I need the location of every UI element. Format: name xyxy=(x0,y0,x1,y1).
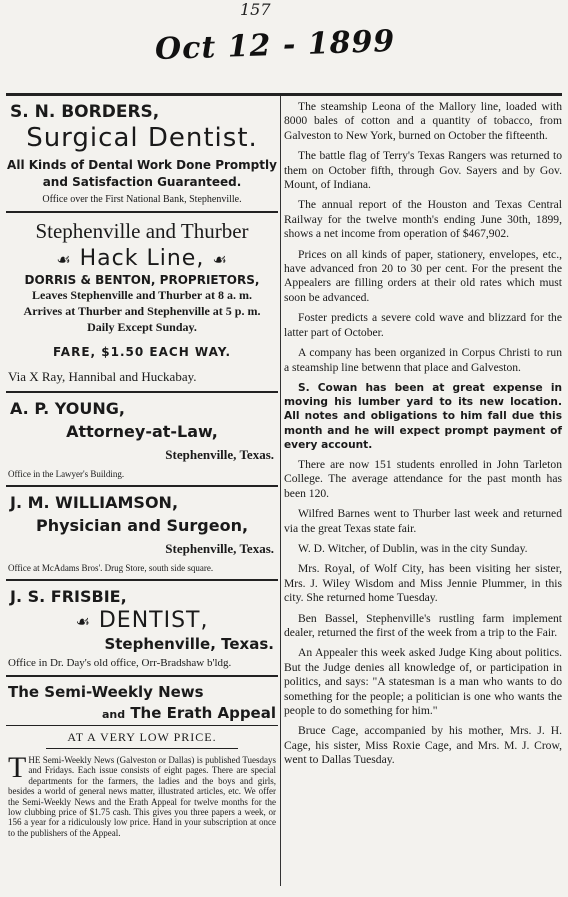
news-item: An Appealer this week asked Judge King about politics. But the Judge denies all knowledge of, or participation in politics, and says: "A statesman is a man who wants to do something for the people; a politician is one who wants the people to do something for him." xyxy=(284,646,562,718)
handwritten-page-number: 157 xyxy=(240,0,271,19)
ad-williamson-office: Office at McAdams Bros'. Drug Store, south side square. xyxy=(8,563,214,573)
news-item: Wilfred Barnes went to Thurber last week and returned via the great Texas state fair. xyxy=(284,507,562,535)
ad-frisbie-title: DENTIST, xyxy=(98,608,209,633)
ad-semiweekly xyxy=(6,683,278,838)
ad-divider xyxy=(6,725,278,726)
ornament-icon: ☙ xyxy=(75,612,91,631)
ad-borders-name: S. N. BORDERS, xyxy=(10,102,160,122)
ad-borders-title: Surgical Dentist. xyxy=(26,123,258,153)
ad-williamson xyxy=(6,493,278,573)
ad-divider xyxy=(6,211,278,213)
ad-divider xyxy=(46,748,238,749)
news-item: Foster predicts a severe cold wave and blizzard for the latter part of October. xyxy=(284,311,562,339)
news-item: The steamship Leona of the Mallory line, loaded with 8000 bales of cotton and a quantity of tobacco, from Galveston to New York, burned on October the fifteenth. xyxy=(284,100,562,142)
handwritten-date: Oct 12 - 1899 xyxy=(154,23,396,68)
ad-frisbie-place: Stephenville, Texas. xyxy=(104,635,274,653)
ad-hack-proprietors: DORRIS & BENTON, PROPRIETORS, xyxy=(24,273,260,287)
news-column xyxy=(284,100,562,774)
ad-semiweekly-line2: The Erath Appeal xyxy=(130,704,276,722)
ad-semiweekly-line2-row xyxy=(6,704,278,722)
news-item: Ben Bassel, Stephenville's rustling farm implement dealer, returned the first of the week from a trip to the Fair. xyxy=(284,611,562,639)
ad-hack-line xyxy=(6,219,278,385)
ad-borders-line2: and Satisfaction Guaranteed. xyxy=(42,175,242,189)
news-item: A company has been organized in Corpus Christi to run a steamship line betwenn that place and Galveston. xyxy=(284,346,562,374)
news-item-cowan: S. Cowan has been at great expense in moving his lumber yard to its new location. All notes and obligations to him fall due this month and he will expect prompt payment of every account. xyxy=(284,381,562,451)
ad-hack-via: Via X Ray, Hannibal and Huckabay. xyxy=(8,369,197,384)
ad-frisbie xyxy=(6,587,278,669)
ad-divider xyxy=(6,579,278,581)
ad-hack-fare: FARE, $1.50 EACH WAY. xyxy=(52,345,232,359)
ad-young-name: A. P. YOUNG, xyxy=(10,399,125,418)
ad-young-title: Attorney-at-Law, xyxy=(66,422,218,441)
ad-hack-daily: Daily Except Sunday. xyxy=(87,320,197,334)
drop-cap: T xyxy=(8,751,27,784)
news-item: There are now 151 students enrolled in John Tarleton College. The average attendance for the past month has been 120. xyxy=(284,457,562,500)
ad-hack-line-label: Hack Line, xyxy=(79,246,205,271)
ornament-icon: ☙ xyxy=(56,250,72,269)
ad-semiweekly-body xyxy=(6,751,278,838)
ads-column xyxy=(6,100,278,838)
ad-williamson-place: Stephenville, Texas. xyxy=(165,541,274,556)
ad-borders xyxy=(6,102,278,205)
ad-hack-arrives: Arrives at Thurber and Stephenville at 5 p. m. xyxy=(23,304,261,318)
ad-divider xyxy=(6,391,278,393)
ad-divider xyxy=(6,675,278,677)
ad-borders-line1: All Kinds of Dental Work Done Promptly xyxy=(7,158,277,172)
ad-semiweekly-and: and xyxy=(101,708,126,721)
ad-frisbie-name: J. S. FRISBIE, xyxy=(10,587,127,606)
news-item: Bruce Cage, accompanied by his mother, Mrs. J. H. Cage, his sister, Miss Roxie Cage, and Mrs. M. J. Crow, went to Dallas Tuesday. xyxy=(284,724,562,767)
ornament-icon: ☙ xyxy=(212,250,228,269)
ad-frisbie-office: Office in Dr. Day's old office, Orr-Bradshaw b'ldg. xyxy=(8,657,232,669)
news-item: W. D. Witcher, of Dublin, was in the city Sunday. xyxy=(298,541,528,555)
ad-young-place: Stephenville, Texas. xyxy=(165,447,274,462)
ad-borders-office: Office over the First National Bank, Stephenville. xyxy=(42,194,242,205)
news-item: The battle flag of Terry's Texas Rangers was returned to them on October fifth, through Gov. Sayers and by Gov. Mount, of Indiana. xyxy=(284,149,562,192)
ad-hack-leaves: Leaves Stephenville and Thurber at 8 a. m. xyxy=(32,288,252,302)
ad-williamson-name: J. M. WILLIAMSON, xyxy=(10,493,179,512)
top-rule xyxy=(6,93,562,96)
ad-young xyxy=(6,399,278,479)
ad-semiweekly-price: AT A VERY LOW PRICE. xyxy=(67,730,217,744)
ad-hack-title: Stephenville and Thurber xyxy=(35,219,249,243)
news-item: Prices on all kinds of paper, stationery, envelopes, etc., have advanced fron 20 to 30 per cent. For the present the Appealers are filling orders at their old rates which must soon be advanced. xyxy=(284,247,562,304)
ad-divider xyxy=(6,485,278,487)
ad-semiweekly-line1: The Semi-Weekly News xyxy=(8,683,204,701)
ad-semiweekly-text: HE Semi-Weekly News (Galveston or Dallas) is published Tuesdays and Fridays. Each issue consists of eight pages. There are special departments for the farmers, the ladies and the boys and girls, besides a world of general news matter, illustrated articles, etc. We offer the Semi-Weekly News and the Erath Appeal for twelve months for the low clubbing price of $1.75 cash. This gives you three papers a week, or 156 a year for a ridiculously low price. Hand in your subscription at once to the publishers of the Appeal. xyxy=(8,755,276,838)
ad-hack-line-name xyxy=(6,246,278,271)
news-item: The annual report of the Houston and Texas Central Railway for the twelve month's ending June 30th, 1899, shows a net income from operation of $467,902. xyxy=(284,198,562,241)
ad-frisbie-title-row xyxy=(6,608,278,633)
news-item: Mrs. Royal, of Wolf City, has been visiting her sister, Mrs. J. Wiley Wisdom and Miss Jennie Plummer, in this city. She returned home Tuesday. xyxy=(284,562,562,605)
ad-young-office: Office in the Lawyer's Building. xyxy=(8,469,125,479)
ad-williamson-title: Physician and Surgeon, xyxy=(35,516,249,535)
column-divider xyxy=(280,96,281,886)
